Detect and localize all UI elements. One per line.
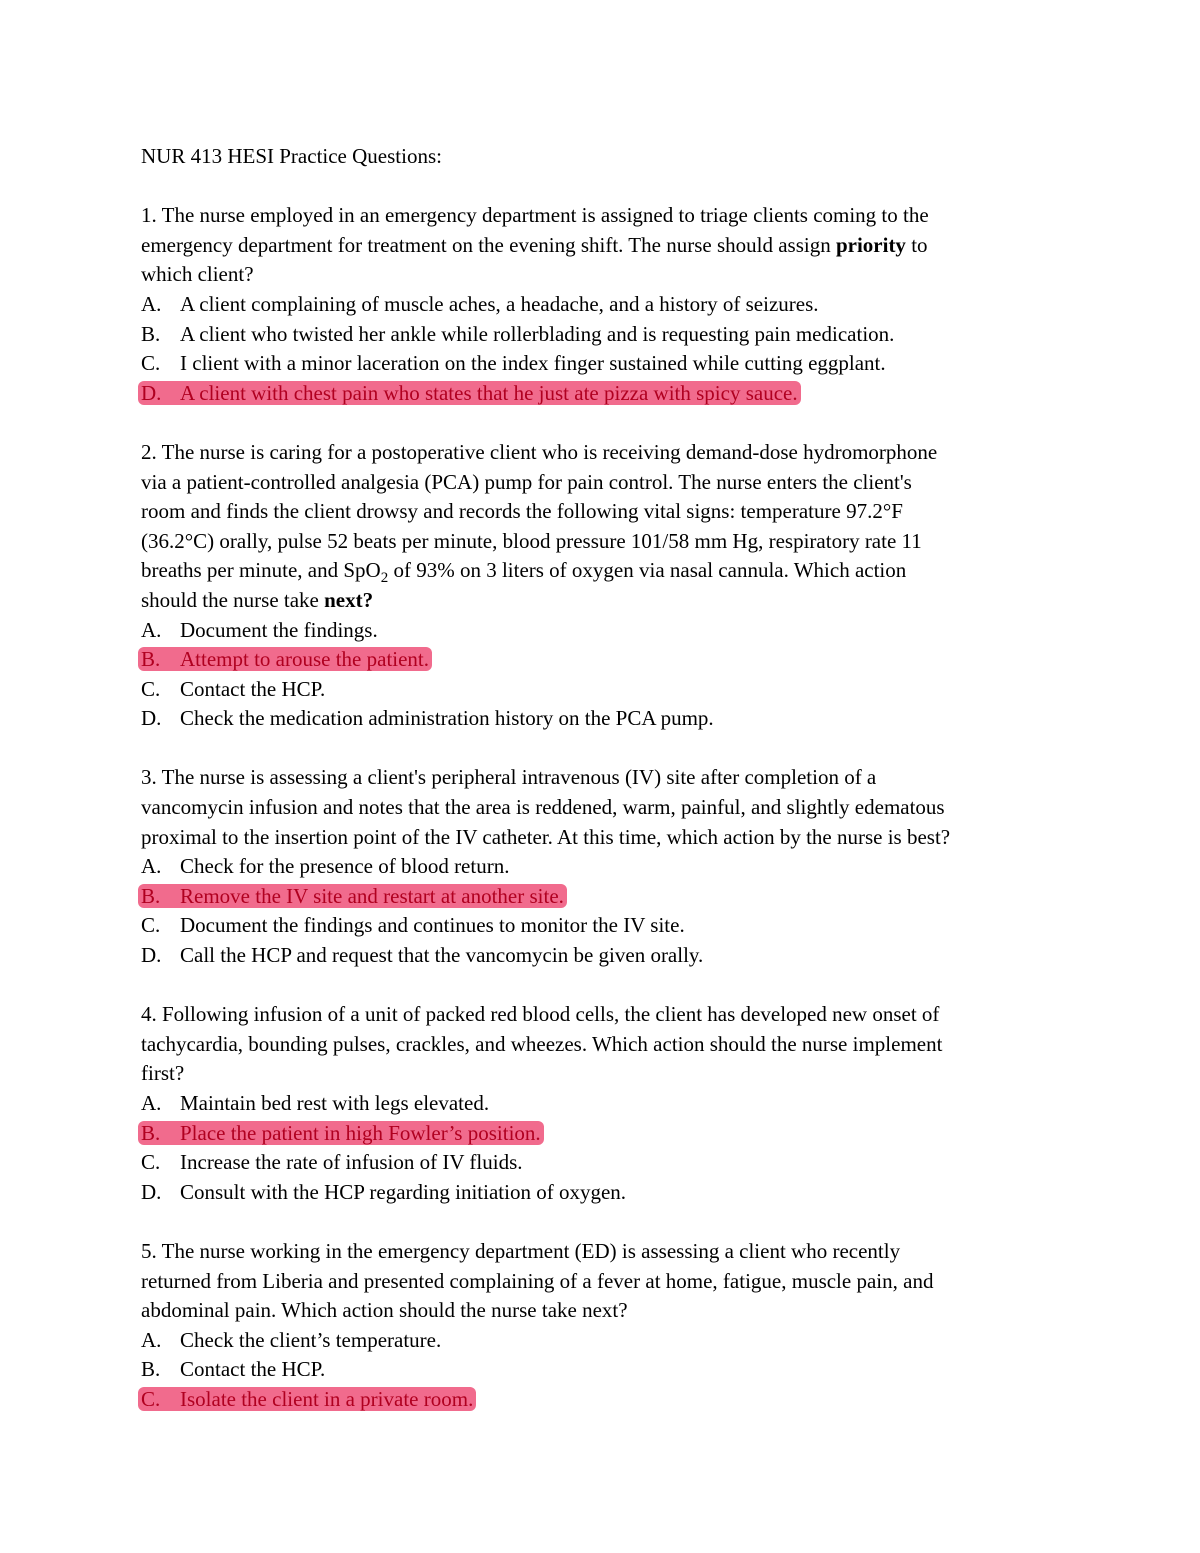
question-2-option-d[interactable]: [141, 704, 1061, 734]
option-text: A client with chest pain who states that he just ate pizza with spicy sauce.: [180, 380, 798, 405]
question-5-stem-line: 5. The nurse working in the emergency department (ED) is assessing a client who recently: [141, 1238, 901, 1263]
question-4-stem-line: first?: [141, 1061, 185, 1086]
option-text: I client with a minor laceration on the index finger sustained while cutting eggplant.: [180, 351, 886, 376]
option-text: Isolate the client in a private room.: [180, 1386, 474, 1411]
answer-highlight: [138, 381, 801, 405]
option-letter: C.: [141, 913, 161, 938]
question-4: [141, 1000, 1061, 1207]
option-letter: B.: [141, 1357, 161, 1382]
spacer: [141, 172, 1061, 202]
question-5-option-b[interactable]: [141, 1355, 1061, 1385]
answer-highlight: [138, 884, 567, 908]
question-2-option-a[interactable]: [141, 616, 1061, 646]
option-text: Contact the HCP.: [180, 676, 326, 701]
question-2: [141, 438, 1061, 734]
question-3-stem-line: proximal to the insertion point of the IV catheter. At this time, which action by the nurse is best?: [141, 824, 951, 849]
question-5-option-a[interactable]: [141, 1326, 1061, 1356]
option-text: Remove the IV site and restart at another site.: [180, 883, 564, 908]
question-4-stem-line: 4. Following infusion of a unit of packed red blood cells, the client has developed new onset of: [141, 1002, 940, 1027]
option-letter: A.: [141, 291, 162, 316]
answer-highlight: [138, 647, 432, 671]
spacer: [141, 1207, 1061, 1237]
question-3: [141, 763, 1061, 970]
question-2-stem-text: should the nurse take: [141, 587, 325, 612]
answer-highlight: [138, 1387, 476, 1411]
question-1-emphasis: priority: [835, 232, 906, 257]
question-2-stem-text: of 93% on 3 liters of oxygen via nasal cannula. Which action: [388, 558, 907, 583]
option-text: Document the findings.: [180, 617, 378, 642]
option-text: A client who twisted her ankle while rollerblading and is requesting pain medication.: [180, 321, 895, 346]
option-text: Increase the rate of infusion of IV fluids.: [180, 1150, 523, 1175]
question-2-option-c[interactable]: [141, 675, 1061, 705]
spacer: [141, 408, 1061, 438]
question-5-option-c-answer[interactable]: [141, 1385, 1061, 1415]
question-4-option-b-answer[interactable]: [141, 1119, 1061, 1149]
question-4-option-a[interactable]: [141, 1089, 1061, 1119]
question-2-stem-text: breaths per minute, and SpO: [141, 558, 381, 583]
option-letter: B.: [141, 883, 161, 908]
option-letter: D.: [141, 943, 162, 968]
option-text: Check for the presence of blood return.: [180, 854, 510, 879]
question-2-stem-line: (36.2°C) orally, pulse 52 beats per minute, blood pressure 101/58 mm Hg, respiratory rate 11: [141, 528, 922, 553]
question-1-stem-text: to: [905, 232, 928, 257]
option-text: Check the client’s temperature.: [180, 1327, 442, 1352]
subscript: 2: [380, 570, 389, 587]
option-text: Call the HCP and request that the vancomycin be given orally.: [180, 943, 704, 968]
question-2-stem-line: room and finds the client drowsy and records the following vital signs: temperature 97.2°F: [141, 499, 903, 524]
question-3-option-a[interactable]: [141, 852, 1061, 882]
question-1-option-d-answer[interactable]: [141, 379, 1061, 409]
option-text: Document the findings and continues to monitor the IV site.: [180, 913, 685, 938]
question-1: [141, 201, 1061, 408]
question-2-option-b-answer[interactable]: [141, 645, 1061, 675]
question-2-stem-line: via a patient-controlled analgesia (PCA) pump for pain control. The nurse enters the client's: [141, 469, 912, 494]
answer-highlight: [138, 1121, 544, 1145]
option-letter: C.: [141, 1386, 161, 1411]
option-letter: B.: [141, 321, 161, 346]
question-1-stem-line: which client?: [141, 262, 254, 287]
question-4-option-c[interactable]: [141, 1148, 1061, 1178]
question-1-option-b[interactable]: [141, 320, 1061, 350]
question-4-option-d[interactable]: [141, 1178, 1061, 1208]
option-letter: C.: [141, 1150, 161, 1175]
question-3-option-d[interactable]: [141, 941, 1061, 971]
document-page: [141, 142, 1061, 1415]
question-5-stem-line: returned from Liberia and presented complaining of a fever at home, fatigue, muscle pain, and: [141, 1268, 934, 1293]
option-text: Check the medication administration history on the PCA pump.: [180, 706, 714, 731]
question-4-stem-line: tachycardia, bounding pulses, crackles, and wheezes. Which action should the nurse implement: [141, 1031, 943, 1056]
option-letter: D.: [141, 380, 162, 405]
question-3-option-b-answer[interactable]: [141, 882, 1061, 912]
question-1-stem-text: emergency department for treatment on the evening shift. The nurse should assign: [141, 232, 836, 257]
option-text: Consult with the HCP regarding initiation of oxygen.: [180, 1179, 627, 1204]
spacer: [141, 971, 1061, 1001]
question-3-option-c[interactable]: [141, 911, 1061, 941]
document-title: NUR 413 HESI Practice Questions:: [141, 144, 442, 168]
option-letter: D.: [141, 1179, 162, 1204]
option-letter: A.: [141, 617, 162, 642]
question-3-stem-line: 3. The nurse is assessing a client's peripheral intravenous (IV) site after completion of a: [141, 765, 877, 790]
question-2-emphasis: next?: [324, 587, 374, 612]
question-2-stem-line: [141, 556, 1061, 586]
option-letter: B.: [141, 1120, 161, 1145]
option-letter: B.: [141, 647, 161, 672]
question-5: [141, 1237, 1061, 1415]
option-text: Contact the HCP.: [180, 1357, 326, 1382]
option-text: Place the patient in high Fowler’s position.: [180, 1120, 541, 1145]
option-letter: A.: [141, 854, 162, 879]
question-1-stem-line: [141, 231, 1061, 261]
option-text: A client complaining of muscle aches, a headache, and a history of seizures.: [180, 291, 819, 316]
option-text: Maintain bed rest with legs elevated.: [180, 1091, 490, 1115]
question-3-stem-line: vancomycin infusion and notes that the area is reddened, warm, painful, and slightly edematous: [141, 795, 945, 820]
question-5-stem-line: abdominal pain. Which action should the nurse take next?: [141, 1298, 628, 1323]
option-letter: A.: [141, 1091, 162, 1115]
spacer: [141, 734, 1061, 764]
question-2-stem-line: [141, 586, 1061, 616]
option-letter: A.: [141, 1327, 162, 1352]
option-letter: C.: [141, 351, 161, 376]
option-letter: C.: [141, 676, 161, 701]
option-letter: D.: [141, 706, 162, 731]
question-1-stem-line: 1. The nurse employed in an emergency department is assigned to triage clients coming to the: [141, 203, 929, 228]
option-text: Attempt to arouse the patient.: [180, 647, 430, 672]
question-1-option-c[interactable]: [141, 349, 1061, 379]
question-1-option-a[interactable]: [141, 290, 1061, 320]
question-2-stem-line: 2. The nurse is caring for a postoperative client who is receiving demand-dose hydromorphone: [141, 439, 938, 464]
